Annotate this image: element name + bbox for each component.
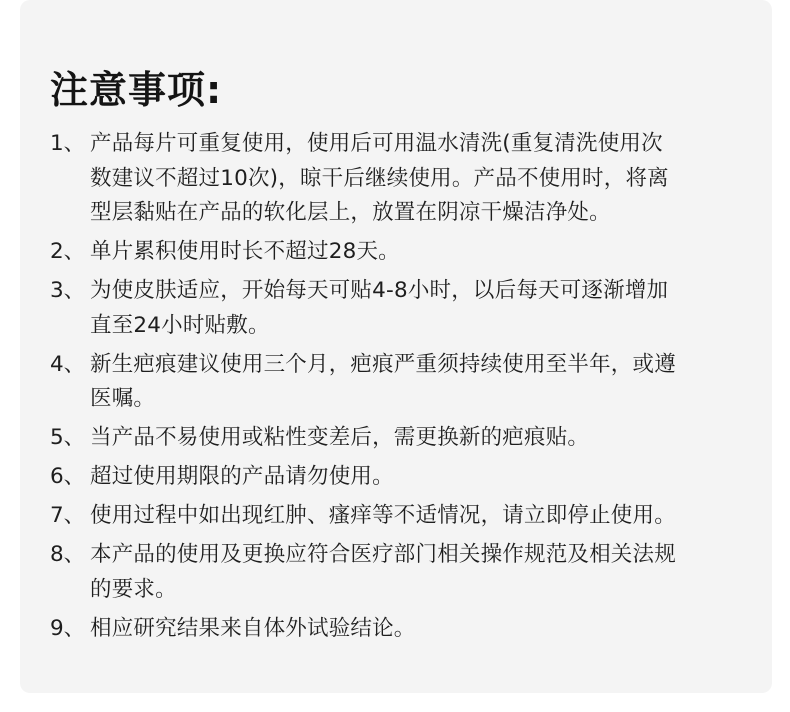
notes-list bbox=[50, 127, 762, 651]
note-text bbox=[90, 538, 762, 607]
note-line: 相应研究结果来自体外试验结论。 bbox=[90, 615, 416, 641]
note-text bbox=[90, 421, 762, 456]
note-text bbox=[90, 499, 762, 534]
note-line: 数建议不超过10次)，晾干后继续使用。产品不使用时，将离 bbox=[90, 165, 669, 191]
note-line: 单片累积使用时长不超过28天。 bbox=[90, 239, 400, 264]
note-number: 1、 bbox=[50, 131, 86, 156]
note-line: 超过使用期限的产品请勿使用。 bbox=[90, 464, 394, 489]
note-number: 6、 bbox=[50, 464, 86, 489]
note-line: 型层黏贴在产品的软化层上，放置在阴凉干燥洁净处。 bbox=[90, 200, 611, 225]
note-item bbox=[50, 274, 762, 343]
note-line: 医嘱。 bbox=[90, 386, 156, 411]
note-item bbox=[50, 612, 762, 647]
note-text bbox=[90, 127, 762, 231]
note-number: 4、 bbox=[50, 351, 86, 377]
note-item bbox=[50, 348, 762, 417]
note-item bbox=[50, 538, 762, 607]
note-item bbox=[50, 235, 762, 270]
page-title: 注意事项: bbox=[50, 68, 223, 112]
note-line: 新生疤痕建议使用三个月，疤痕严重须持续使用至半年，或遵 bbox=[90, 351, 676, 377]
note-item bbox=[50, 421, 762, 456]
note-text bbox=[90, 612, 762, 647]
note-number: 3、 bbox=[50, 278, 86, 303]
note-item bbox=[50, 460, 762, 495]
note-line: 使用过程中如出现红肿、瘙痒等不适情况，请立即停止使用。 bbox=[90, 503, 676, 528]
note-item bbox=[50, 127, 762, 231]
note-text bbox=[90, 274, 762, 343]
note-number: 2、 bbox=[50, 239, 86, 264]
note-line: 为使皮肤适应，开始每天可贴4-8小时，以后每天可逐渐增加 bbox=[90, 278, 669, 303]
note-line: 的要求。 bbox=[90, 576, 177, 602]
note-number: 5、 bbox=[50, 425, 86, 450]
note-text bbox=[90, 235, 762, 270]
note-line: 产品每片可重复使用，使用后可用温水清洗(重复清洗使用次 bbox=[90, 131, 663, 156]
note-text bbox=[90, 348, 762, 417]
note-line: 直至24小时贴敷。 bbox=[90, 312, 270, 338]
note-line: 当产品不易使用或粘性变差后，需更换新的疤痕贴。 bbox=[90, 425, 590, 450]
note-number: 7、 bbox=[50, 503, 86, 528]
note-item bbox=[50, 499, 762, 534]
notice-card bbox=[20, 0, 772, 693]
note-number: 8、 bbox=[50, 542, 86, 567]
note-number: 9、 bbox=[50, 615, 86, 641]
note-line: 本产品的使用及更换应符合医疗部门相关操作规范及相关法规 bbox=[90, 542, 676, 567]
note-text bbox=[90, 460, 762, 495]
